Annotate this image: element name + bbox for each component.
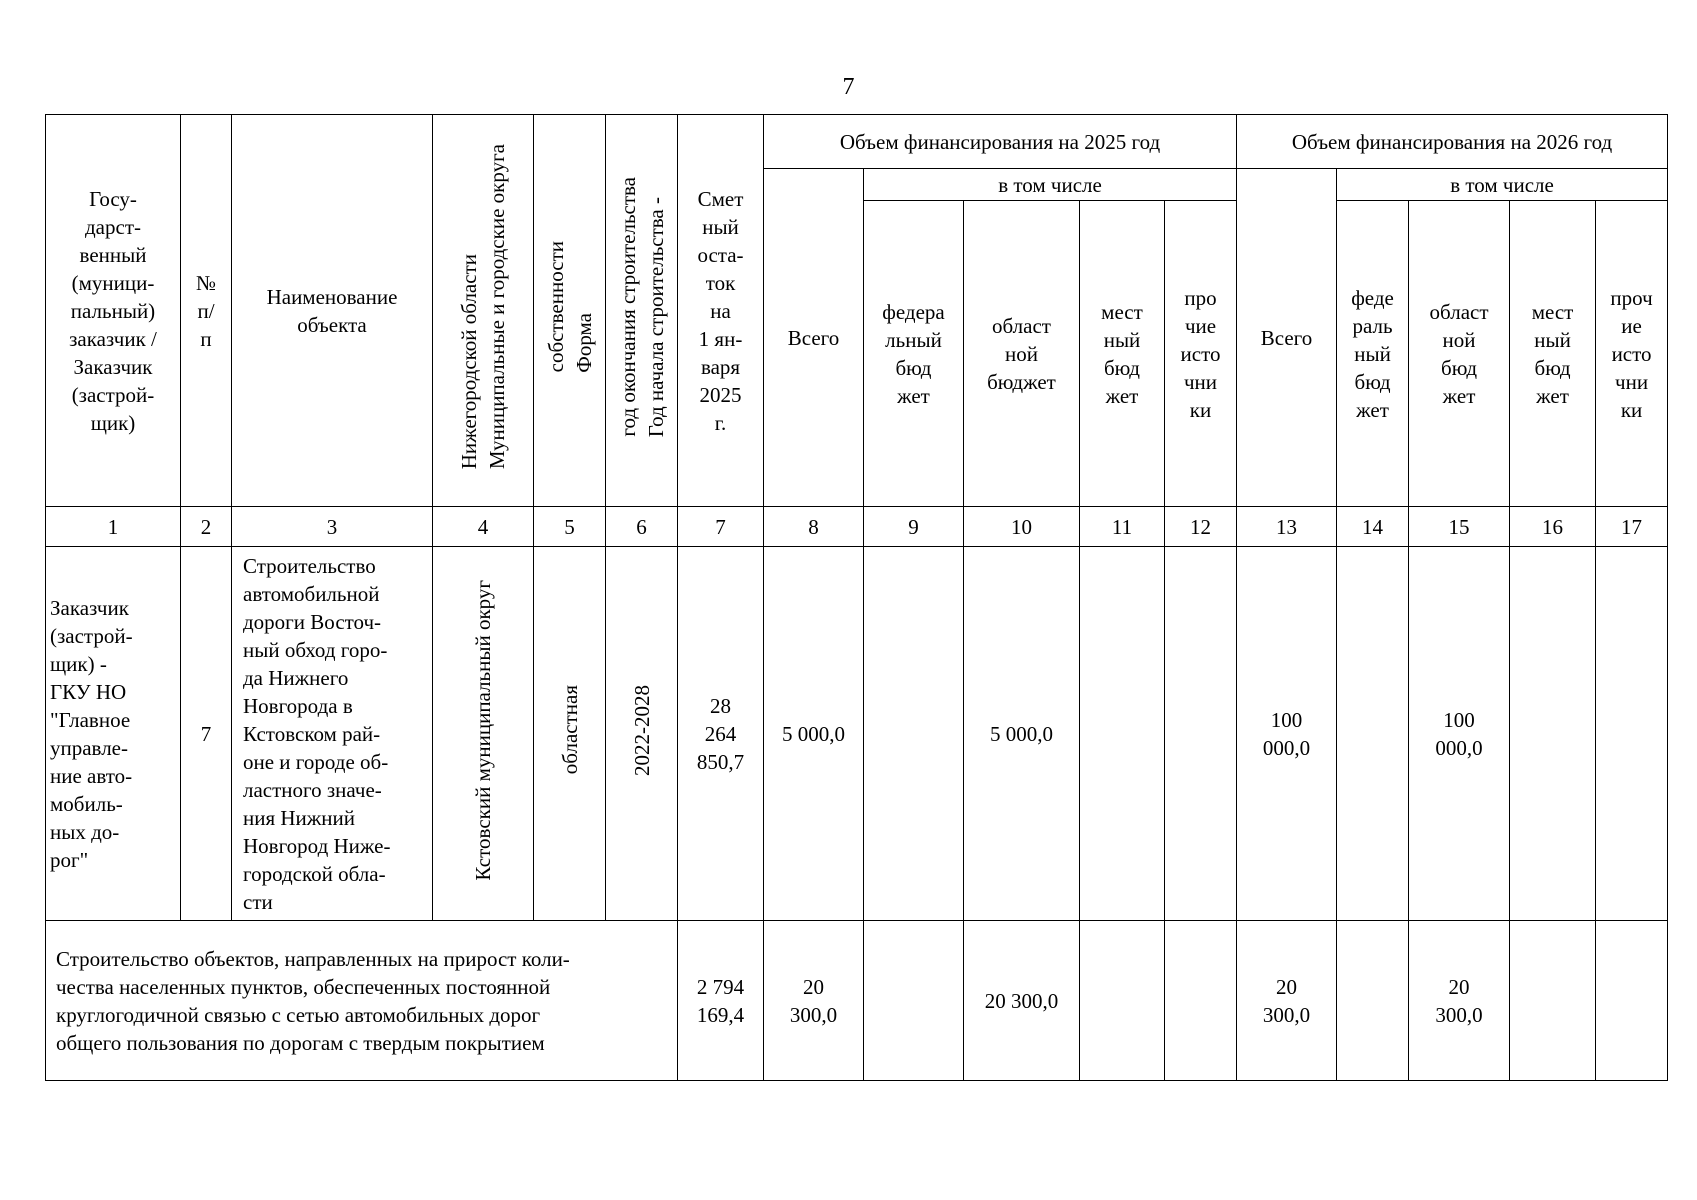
header-oth-2026: проч ие исто чни ки xyxy=(1596,201,1668,507)
summary-loc-2025 xyxy=(1080,921,1165,1081)
column-number-row xyxy=(46,507,1668,547)
summary-loc-2026 xyxy=(1510,921,1596,1081)
column-number: 8 xyxy=(764,507,864,547)
row-years: 2022-2028 xyxy=(606,547,678,921)
column-number: 3 xyxy=(232,507,433,547)
column-number: 12 xyxy=(1165,507,1237,547)
header-customer: Госу- дарст- венный (муници- пальный) заказчик / Заказчик (застрой- щик) xyxy=(46,115,181,507)
summary-row xyxy=(46,921,1668,1081)
row-fed-2025 xyxy=(864,547,964,921)
header-reg-2025: област ной бюджет xyxy=(964,201,1080,507)
column-number: 15 xyxy=(1409,507,1510,547)
header-finance-2025: Объем финансирования на 2025 год xyxy=(764,115,1237,169)
summary-oth-2025 xyxy=(1165,921,1237,1081)
header-row-1 xyxy=(46,115,1668,169)
header-object-name: Наименование объекта xyxy=(232,115,433,507)
summary-fed-2025 xyxy=(864,921,964,1081)
column-number: 5 xyxy=(534,507,606,547)
row-reg-2025: 5 000,0 xyxy=(964,547,1080,921)
column-number: 9 xyxy=(864,507,964,547)
row-ownership: областная xyxy=(534,547,606,921)
header-total-2025: Всего xyxy=(764,169,864,507)
header-fed-2026: феде раль ный бюд жет xyxy=(1337,201,1409,507)
column-number: 17 xyxy=(1596,507,1668,547)
row-num: 7 xyxy=(181,547,232,921)
column-number: 13 xyxy=(1237,507,1337,547)
header-reg-2026: област ной бюд жет xyxy=(1409,201,1510,507)
header-estimate-rest: Смет ный оста- ток на 1 ян- варя 2025 г. xyxy=(678,115,764,507)
column-number: 16 xyxy=(1510,507,1596,547)
row-municipality: Кстовский муниципальный округ xyxy=(433,547,534,921)
row-reg-2026: 100 000,0 xyxy=(1409,547,1510,921)
row-estimate-rest: 28 264 850,7 xyxy=(678,547,764,921)
row-total-2025: 5 000,0 xyxy=(764,547,864,921)
header-num: № п/ п xyxy=(181,115,232,507)
header-fed-2025: федера льный бюд жет xyxy=(864,201,964,507)
header-years: год окончания строительства Год начала строительства - xyxy=(606,115,678,507)
row-fed-2026 xyxy=(1337,547,1409,921)
header-ownership: собственности Форма xyxy=(534,115,606,507)
summary-reg-2025: 20 300,0 xyxy=(964,921,1080,1081)
column-number: 4 xyxy=(433,507,534,547)
column-number: 10 xyxy=(964,507,1080,547)
row-oth-2025 xyxy=(1165,547,1237,921)
header-finance-2026: Объем финансирования на 2026 год xyxy=(1237,115,1668,169)
row-total-2026: 100 000,0 xyxy=(1237,547,1337,921)
summary-oth-2026 xyxy=(1596,921,1668,1081)
summary-total-2026: 20 300,0 xyxy=(1237,921,1337,1081)
header-oth-2025: про чие исто чни ки xyxy=(1165,201,1237,507)
summary-label: Строительство объектов, направленных на прирост коли- чества населенных пунктов, обеспеченных постоянной круглогодичной связью с сетью автомобильных дорог общего пользования по дорогам с твердым покрытием xyxy=(46,921,678,1081)
header-total-2026: Всего xyxy=(1237,169,1337,507)
column-number: 1 xyxy=(46,507,181,547)
row-customer: Заказчик (застрой- щик) - ГКУ НО "Главное управле- ние авто- мобиль- ных до- рог" xyxy=(46,547,181,921)
header-incl-2025: в том числе xyxy=(864,169,1237,201)
header-loc-2026: мест ный бюд жет xyxy=(1510,201,1596,507)
summary-estimate-rest: 2 794 169,4 xyxy=(678,921,764,1081)
column-number: 2 xyxy=(181,507,232,547)
table-row xyxy=(46,547,1668,921)
row-loc-2025 xyxy=(1080,547,1165,921)
summary-total-2025: 20 300,0 xyxy=(764,921,864,1081)
page-number: 7 xyxy=(842,74,855,100)
header-incl-2026: в том числе xyxy=(1337,169,1668,201)
column-number: 14 xyxy=(1337,507,1409,547)
summary-reg-2026: 20 300,0 xyxy=(1409,921,1510,1081)
column-number: 11 xyxy=(1080,507,1165,547)
header-municipality: Нижегородской области Муниципальные и городские округа xyxy=(433,115,534,507)
header-loc-2025: мест ный бюд жет xyxy=(1080,201,1165,507)
financing-table xyxy=(45,114,1668,1081)
row-loc-2026 xyxy=(1510,547,1596,921)
row-oth-2026 xyxy=(1596,547,1668,921)
column-number: 6 xyxy=(606,507,678,547)
row-object-name: Строительство автомобильной дороги Восточ- ный обход горо- да Нижнего Новгорода в Кстовском рай- оне и городе об- ластного значе- ния Нижний Новгород Ниже- городской обла- сти xyxy=(232,547,433,921)
column-number: 7 xyxy=(678,507,764,547)
summary-fed-2026 xyxy=(1337,921,1409,1081)
